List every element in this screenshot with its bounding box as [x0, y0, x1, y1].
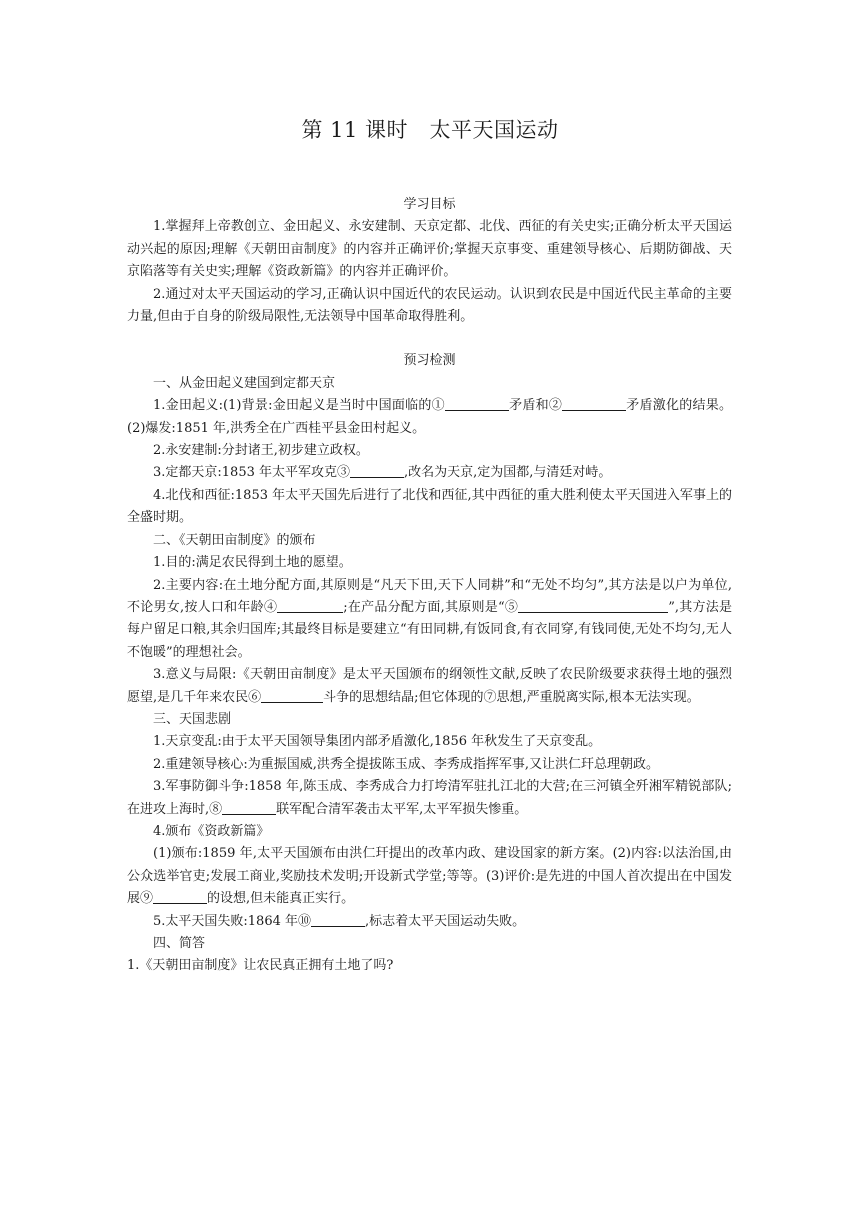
section-1-title: 一、从金田起义建国到定都天京 [153, 375, 336, 391]
section-2-item-3: 3.意义与局限:《天朝田亩制度》是太平天国颁布的纲领性文献,反映了农民阶级要求获得土地的强烈愿望,是几千年来农民⑥ 斗争的思想结晶;但它体现的⑦思想,严重脱离实际,根本无法实现。 [127, 667, 732, 705]
section-2-item-2: 2.主要内容:在土地分配方面,其原则是“凡天下田,天下人同耕”和“无处不均匀”,其方法是以户为单位,不论男女,按人口和年龄④ ;在产品分配方面,其原则是“⑤ ”,其方法是每户留足口粮,其余归国库;其最终目标是要建立“有田同耕,有饭同食,有衣同穿,有钱同使,无处不均匀,无人不饱暖”的理想社会。 [127, 577, 732, 660]
blank-3[interactable] [350, 463, 404, 478]
section-2-item-1: 1.目的:满足农民得到土地的愿望。 [153, 555, 352, 571]
section-1-item-2: 2.永安建制:分封诸王,初步建立政权。 [153, 443, 369, 459]
blank-5[interactable] [518, 598, 668, 613]
blank-2[interactable] [562, 396, 626, 411]
document-body [127, 194, 732, 978]
goal-paragraph-2: 2.通过对太平天国运动的学习,正确认识中国近代的农民运动。认识到农民是中国近代民主革命的主要力量,但由于自身的阶级局限性,无法领导中国革命取得胜利。 [127, 286, 732, 325]
section-3-item-3: 3.军事防御斗争:1858 年,陈玉成、李秀成合力打垮清军驻扎江北的大营;在三河镇全歼湘军精锐部队;在进攻上海时,⑧ 联军配合清军袭击太平军,太平军损失惨重。 [127, 779, 732, 817]
question-1: 1.《天朝田亩制度》让农民真正拥有土地了吗? [127, 958, 394, 974]
section-3-item-2: 2.重建领导核心:为重振国威,洪秀全提拔陈玉成、李秀成指挥军事,又让洪仁玕总理朝政。 [153, 756, 660, 772]
preview-heading: 预习检测 [403, 353, 456, 369]
section-3-title: 三、天国悲剧 [153, 711, 232, 727]
goal-paragraph-1: 1.掌握拜上帝教创立、金田起义、永安建制、天京定都、北伐、西征的有关史实;正确分析太平天国运动兴起的原因;理解《天朝田亩制度》的内容并正确评价;掌握天京事变、重建领导核心、后期防御战、天京陷落等有关史实;理解《资政新篇》的内容并正确评价。 [127, 219, 732, 280]
section-4-title: 四、简答 [153, 936, 206, 951]
section-1-item-1: 1.金田起义:(1)背景:金田起义是当时中国面临的① 矛盾和② 矛盾激化的结果。(2)爆发:1851 年,洪秀全在广西桂平县金田村起义。 [127, 398, 732, 436]
blank-4[interactable] [277, 598, 343, 613]
section-3-item-5: 5.太平天国失败:1864 年⑩ ,标志着太平天国运动失败。 [153, 913, 526, 929]
section-2-title: 二、《天朝田亩制度》的颁布 [153, 532, 316, 548]
blank-9[interactable] [153, 889, 207, 904]
section-1-item-3: 3.定都天京:1853 年太平军攻克③ ,改名为天京,定为国都,与清廷对峙。 [153, 465, 612, 481]
page-title: 第 11 课时 太平天国运动 [301, 118, 559, 142]
section-3-item-4: 4.颁布《资政新篇》 [153, 823, 270, 839]
section-3-item-1: 1.天京变乱:由于太平天国领导集团内部矛盾激化,1856 年秋发生了天京变乱。 [153, 734, 602, 750]
section-3-item-4-detail: (1)颁布:1859 年,太平天国颁布由洪仁玕提出的改革内政、建设国家的新方案。(2)内容:以法治国,由公众选举官吏;发展工商业,奖励技术发明;开设新式学堂;等等。(3)评价:是先进的中国人首次提出在中国发展⑨ 的设想,但未能真正实行。 [127, 846, 732, 907]
blank-10[interactable] [311, 912, 365, 927]
blank-6[interactable] [261, 688, 323, 703]
blank-8[interactable] [222, 800, 276, 815]
section-1-item-4: 4.北伐和西征:1853 年太平天国先后进行了北伐和西征,其中西征的重大胜利使太平天国进入军事上的全盛时期。 [127, 487, 732, 526]
goals-heading: 学习目标 [403, 197, 456, 212]
blank-1[interactable] [445, 396, 509, 411]
